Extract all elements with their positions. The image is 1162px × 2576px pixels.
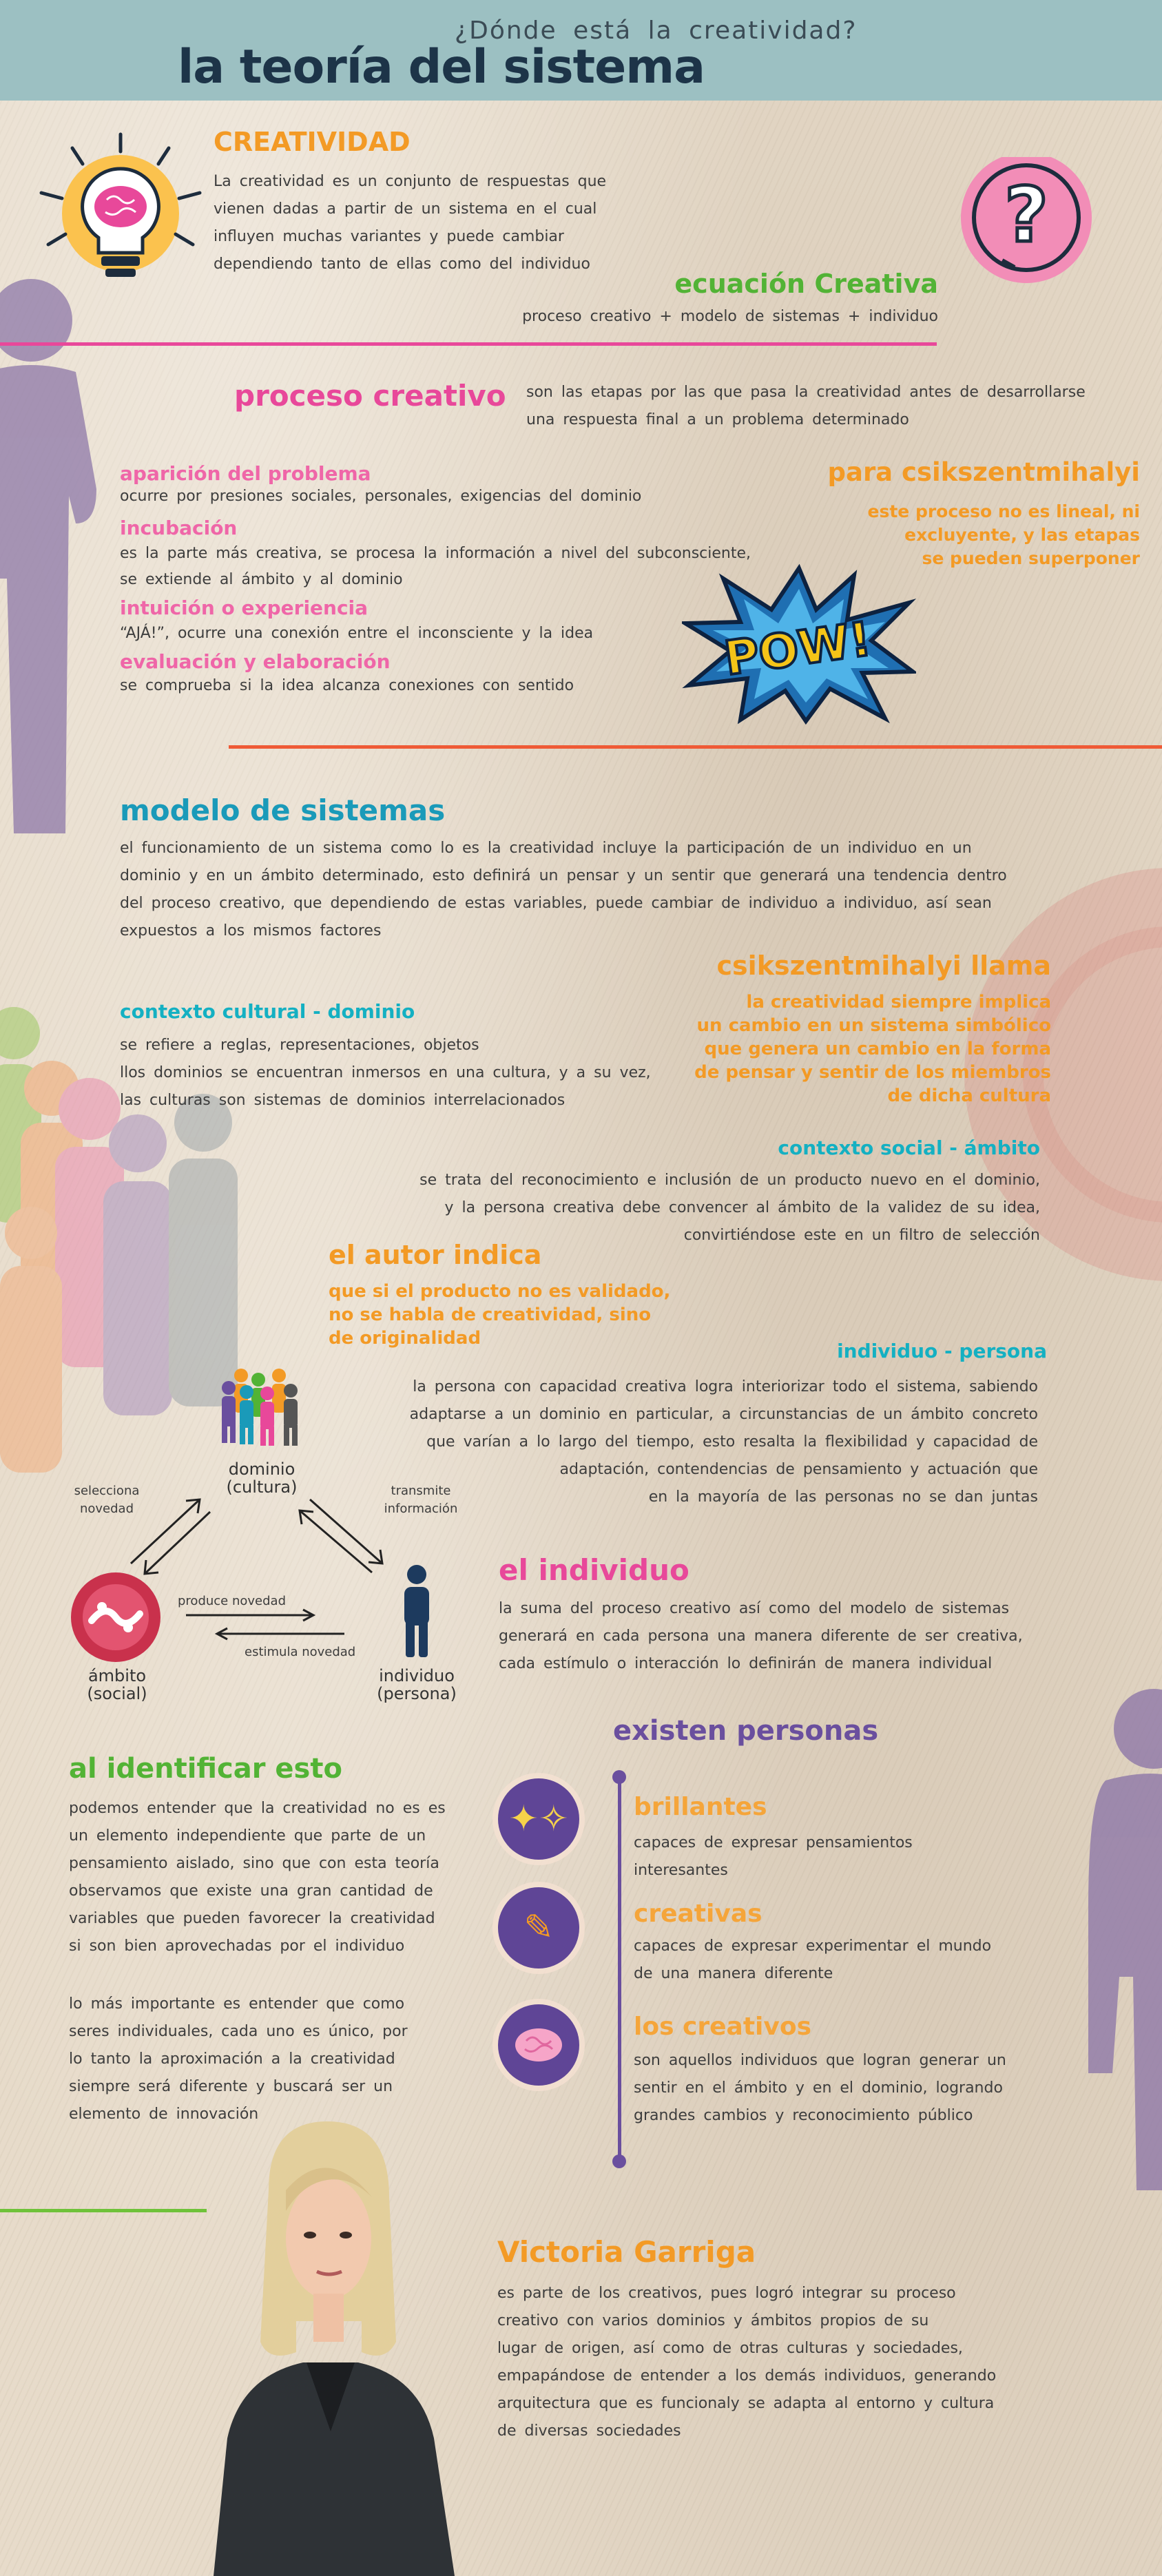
brain-icon — [498, 2004, 579, 2086]
text-line: adaptarse a un dominio en particular, a circunstancias de un ámbito concreto — [409, 1406, 1038, 1423]
timeline-dot — [612, 2154, 626, 2168]
question-mark-icon — [954, 157, 1106, 288]
proceso-text — [526, 379, 1086, 434]
text-line: dependiendo tanto de ellas como del individuo — [214, 256, 590, 273]
text-line: lugar de origen, así como de otras culturas y sociedades, — [497, 2340, 963, 2357]
text-line: pensamiento aislado, sino que con esta teoría — [69, 1855, 439, 1872]
people-group-icon — [214, 1367, 310, 1450]
creativas-text — [634, 1933, 991, 1988]
divider-green — [0, 2209, 207, 2212]
diagram-label: dominio — [228, 1460, 295, 1479]
etapa-text: “AJÁ!”, ocurre una conexión entre el inconsciente y la idea — [120, 625, 594, 642]
csik2-heading: csikszentmihalyi llama — [716, 951, 1051, 981]
text-line: arquitectura que es funcionaly se adapta al entorno y cultura — [497, 2395, 995, 2412]
text-line: interesantes — [634, 1862, 728, 1879]
contexto-social-heading: contexto social - ámbito — [778, 1136, 1040, 1159]
etapa-text: ocurre por presiones sociales, personales, exigencias del dominio — [120, 488, 642, 505]
purple-silhouette-right — [1071, 1681, 1162, 2190]
text-line: de dicha cultura — [887, 1086, 1051, 1106]
ecuacion-text: proceso creativo + modelo de sistemas + individuo — [522, 308, 938, 325]
autor-heading: el autor indica — [329, 1240, 542, 1270]
text-line: sentir en el ámbito y en el dominio, logrando — [634, 2079, 1003, 2097]
csik2-text — [620, 990, 1051, 1108]
text-line: del proceso creativo, que dependiendo de estas variables, puede cambiar de individuo a individuo, así sean — [120, 895, 992, 912]
text-line: de una manera diferente — [634, 1965, 833, 1982]
autor-text — [329, 1280, 670, 1350]
contexto-cultural-text — [120, 1032, 651, 1114]
text-line: capaces de expresar experimentar el mundo — [634, 1938, 992, 1955]
text-line: La creatividad es un conjunto de respuestas que — [214, 173, 607, 190]
text-line: observamos que existe una gran cantidad de — [69, 1882, 433, 1900]
existen-heading: existen personas — [613, 1715, 879, 1747]
text-line: capaces de expresar pensamientos — [634, 1834, 913, 1851]
text-line: se pueden superponer — [922, 548, 1140, 568]
diagram-label: (cultura) — [226, 1477, 298, 1497]
victoria-text — [497, 2280, 996, 2445]
lightbulb-brain-icon — [31, 131, 210, 300]
diagram-label: información — [384, 1502, 458, 1516]
text-line: dominio y en un ámbito determinado, esto definirá un pensar y un sentir que generará una tendencia dentro — [120, 867, 1007, 884]
text-line: un elemento independiente que parte de un — [69, 1827, 426, 1845]
text-line: un cambio en un sistema simbólico — [696, 1015, 1051, 1036]
el-individuo-text — [499, 1595, 1023, 1678]
identificar-heading: al identificar esto — [69, 1753, 342, 1785]
text-line: llos dominios se encuentran inmersos en una cultura, y a su vez, — [120, 1064, 651, 1081]
text-line: si son bien aprovechadas por el individuo — [69, 1938, 405, 1955]
text-line: adaptación, contendencias de pensamiento y actuación que — [559, 1461, 1038, 1478]
etapa-title: incubación — [120, 517, 238, 539]
text-line: es parte de los creativos, pues logró integrar su proceso — [497, 2285, 956, 2302]
text-line: que genera un cambio en la forma — [704, 1039, 1051, 1059]
text-line: cada estímulo o interacción lo definirán de manera individual — [499, 1655, 993, 1672]
pow-burst-icon — [682, 561, 916, 727]
svg-text:?: ? — [1004, 171, 1048, 259]
los-creativos-text — [634, 2047, 1006, 2130]
modelo-heading: modelo de sistemas — [120, 793, 446, 827]
brillantes-text — [634, 1829, 913, 1884]
text-line: de diversas sociedades — [497, 2422, 681, 2440]
etapa-title: evaluación y elaboración — [120, 650, 391, 673]
text-line: lo tanto la aproximación a la creatividad — [69, 2050, 395, 2068]
text-line: de pensar y sentir de los miembros — [694, 1062, 1051, 1083]
text-line: influyen muchas variantes y puede cambiar — [214, 228, 564, 245]
text-line: no se habla de creatividad, sino — [329, 1305, 652, 1325]
victoria-portrait — [186, 2115, 475, 2576]
person-icon — [396, 1564, 437, 1660]
text-line: son las etapas por las que pasa la creatividad antes de desarrollarse — [526, 384, 1086, 401]
sparkles-icon: ✦✧ — [498, 1778, 579, 1860]
text-line: se refiere a reglas, representaciones, objetos — [120, 1037, 479, 1054]
ecuacion-heading: ecuación Creativa — [674, 269, 938, 299]
text-line: variables que pueden favorecer la creatividad — [69, 1910, 435, 1927]
ambito-label — [62, 1667, 172, 1703]
diagram-label: selecciona — [74, 1484, 140, 1498]
timeline-dot — [612, 1770, 626, 1784]
pow-text: POW! — [720, 612, 875, 687]
diagram-label: ámbito — [87, 1666, 147, 1685]
modelo-text — [120, 835, 1007, 945]
timeline-line — [618, 1776, 621, 2161]
text-line: son aquellos individuos que logran generar un — [634, 2052, 1006, 2069]
text-line: seres individuales, cada uno es único, por — [69, 2023, 408, 2040]
identificar-text-1 — [69, 1795, 446, 1960]
text-line: la persona con capacidad creativa logra interiorizar todo el sistema, sabiendo — [413, 1378, 1038, 1395]
divider-pink — [0, 342, 937, 346]
produce-label: produce novedad — [178, 1594, 286, 1608]
text-line: vienen dadas a partir de un sistema en el cual — [214, 200, 597, 218]
text-line: creativo con varios dominios y ámbitos propios de su — [497, 2312, 929, 2329]
csik1-text — [744, 500, 1140, 570]
text-line: generará en cada persona una manera diferente de ser creativa, — [499, 1628, 1023, 1645]
text-line: la creatividad siempre implica — [746, 992, 1051, 1012]
creatividad-text — [214, 168, 606, 278]
text-line: empapándose de entender a los demás individuos, generando — [497, 2367, 997, 2385]
diagram-label: novedad — [79, 1502, 134, 1516]
text-line: el funcionamiento de un sistema como lo es la creatividad incluye la participación de un individuo en un — [120, 840, 972, 857]
identificar-text-2 — [69, 1991, 408, 2128]
divider-red — [229, 745, 1162, 749]
text-line: y la persona creativa debe convencer al ámbito de la validez de su idea, — [444, 1199, 1040, 1216]
etapa-title: aparición del problema — [120, 462, 371, 485]
text-line: este proceso no es lineal, ni — [867, 501, 1140, 521]
text-line: una respuesta final a un problema determinado — [526, 411, 909, 428]
text-line: excluyente, y las etapas — [904, 525, 1140, 545]
text-line: que si el producto no es validado, — [329, 1281, 671, 1302]
page-title: la teoría del sistema — [178, 40, 705, 94]
estimula-label: estimula novedad — [245, 1645, 356, 1659]
etapa-text: es la parte más creativa, se procesa la información a nivel del subconsciente, — [120, 545, 751, 562]
csik1-heading: para csikszentmihalyi — [827, 457, 1140, 487]
etapa-title: intuición o experiencia — [120, 596, 369, 619]
text-line: grandes cambios y reconocimiento público — [634, 2107, 973, 2124]
individuo-persona-heading: individuo - persona — [837, 1340, 1047, 1362]
proceso-heading: proceso creativo — [234, 379, 506, 413]
etapa-text: se comprueba si la idea alcanza conexiones con sentido — [120, 677, 574, 694]
individuo-label — [365, 1667, 468, 1703]
text-line: elemento de innovación — [69, 2106, 259, 2123]
victoria-heading: Victoria Garriga — [497, 2235, 756, 2269]
text-line: en la mayoría de las personas no se dan juntas — [648, 1488, 1038, 1506]
etapa-text: se extiende al ámbito y al dominio — [120, 571, 403, 588]
text-line: lo más importante es entender que como — [69, 1995, 405, 2013]
creatividad-heading: CREATIVIDAD — [214, 127, 411, 157]
contexto-cultural-heading: contexto cultural - dominio — [120, 1000, 415, 1023]
diagram-label: transmite — [391, 1484, 451, 1498]
text-line: que varían a lo largo del tiempo, esto resalta la flexibilidad y capacidad de — [426, 1433, 1038, 1451]
text-line: se trata del reconocimiento e inclusión de un producto nuevo en el dominio, — [419, 1172, 1040, 1189]
brillantes-title: brillantes — [634, 1793, 767, 1821]
diagram-label: (social) — [87, 1684, 147, 1703]
text-line: siempre será diferente y buscará ser un — [69, 2078, 393, 2095]
text-line: convirtiéndose este en un filtro de selección — [683, 1227, 1040, 1244]
text-line: de originalidad — [329, 1328, 481, 1349]
diagram-label: individuo — [379, 1666, 455, 1685]
contexto-social-text — [276, 1167, 1040, 1249]
text-line: la suma del proceso creativo así como del modelo de sistemas — [499, 1600, 1010, 1617]
paintbrush-icon: ✎ — [498, 1887, 579, 1969]
diagram-label: (persona) — [377, 1684, 457, 1703]
purple-silhouette-left — [0, 269, 103, 833]
text-line: las culturas son sistemas de dominios interrelacionados — [120, 1092, 566, 1109]
los-creativos-title: los creativos — [634, 2013, 812, 2041]
text-line: expuestos a los mismos factores — [120, 922, 382, 939]
ambito-handshake-icon — [68, 1569, 164, 1665]
page-subtitle: ¿Dónde está la creatividad? — [455, 17, 858, 45]
creativas-title: creativas — [634, 1900, 762, 1928]
text-line: podemos entender que la creatividad no es es — [69, 1800, 446, 1817]
el-individuo-heading: el individuo — [499, 1553, 689, 1587]
